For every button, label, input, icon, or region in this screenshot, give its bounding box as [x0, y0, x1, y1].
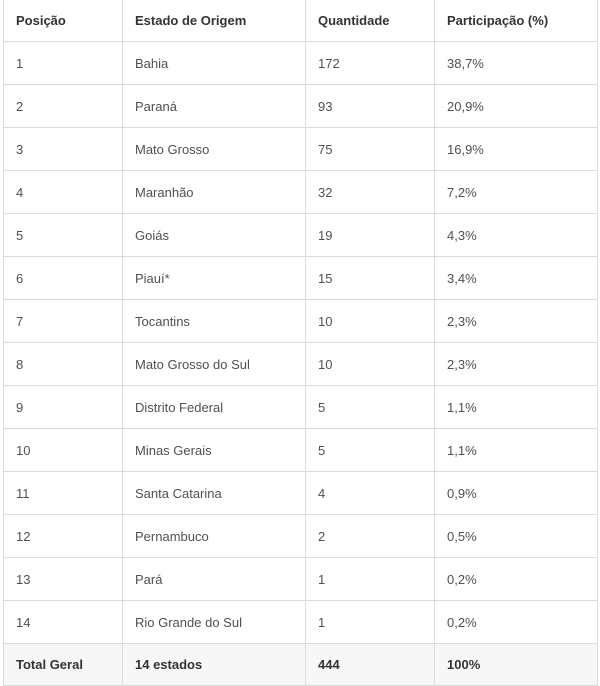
cell-share: 1,1%: [435, 386, 598, 429]
cell-state: Piauí*: [123, 257, 306, 300]
table-row: [4, 257, 598, 300]
total-share: 100%: [435, 644, 598, 686]
cell-state: Goiás: [123, 214, 306, 257]
cell-quantity: 32: [306, 171, 435, 214]
cell-state: Pernambuco: [123, 515, 306, 558]
cell-position: 6: [4, 257, 123, 300]
table-row: [4, 429, 598, 472]
cell-share: 0,9%: [435, 472, 598, 515]
cell-share: 2,3%: [435, 300, 598, 343]
cell-share: 20,9%: [435, 85, 598, 128]
cell-state: Maranhão: [123, 171, 306, 214]
cell-share: 7,2%: [435, 171, 598, 214]
table-row: [4, 386, 598, 429]
cell-quantity: 4: [306, 472, 435, 515]
cell-position: 7: [4, 300, 123, 343]
cell-state: Tocantins: [123, 300, 306, 343]
table-total-row: [4, 644, 598, 686]
cell-state: Rio Grande do Sul: [123, 601, 306, 644]
cell-share: 16,9%: [435, 128, 598, 171]
cell-quantity: 1: [306, 558, 435, 601]
cell-state: Pará: [123, 558, 306, 601]
cell-share: 1,1%: [435, 429, 598, 472]
cell-quantity: 19: [306, 214, 435, 257]
header-quantity: Quantidade: [306, 0, 435, 42]
cell-position: 10: [4, 429, 123, 472]
cell-share: 4,3%: [435, 214, 598, 257]
total-states: 14 estados: [123, 644, 306, 686]
cell-state: Bahia: [123, 42, 306, 85]
table-row: [4, 558, 598, 601]
cell-quantity: 10: [306, 343, 435, 386]
cell-state: Santa Catarina: [123, 472, 306, 515]
cell-position: 12: [4, 515, 123, 558]
cell-position: 11: [4, 472, 123, 515]
table-row: [4, 472, 598, 515]
header-share: Participação (%): [435, 0, 598, 42]
table-header-row: [4, 0, 598, 42]
cell-quantity: 10: [306, 300, 435, 343]
cell-state: Distrito Federal: [123, 386, 306, 429]
table-row: [4, 85, 598, 128]
cell-position: 8: [4, 343, 123, 386]
cell-position: 2: [4, 85, 123, 128]
table-row: [4, 171, 598, 214]
table-row: [4, 42, 598, 85]
cell-share: 2,3%: [435, 343, 598, 386]
cell-share: 0,5%: [435, 515, 598, 558]
cell-quantity: 5: [306, 429, 435, 472]
cell-quantity: 5: [306, 386, 435, 429]
cell-position: 14: [4, 601, 123, 644]
cell-share: 3,4%: [435, 257, 598, 300]
cell-quantity: 172: [306, 42, 435, 85]
total-quantity: 444: [306, 644, 435, 686]
cell-state: Paraná: [123, 85, 306, 128]
cell-quantity: 1: [306, 601, 435, 644]
data-table-container: [3, 0, 597, 686]
header-state: Estado de Origem: [123, 0, 306, 42]
header-position: Posição: [4, 0, 123, 42]
cell-share: 0,2%: [435, 558, 598, 601]
total-label: Total Geral: [4, 644, 123, 686]
cell-position: 13: [4, 558, 123, 601]
cell-position: 4: [4, 171, 123, 214]
cell-quantity: 93: [306, 85, 435, 128]
cell-share: 0,2%: [435, 601, 598, 644]
cell-position: 5: [4, 214, 123, 257]
table-row: [4, 343, 598, 386]
table-row: [4, 515, 598, 558]
table-row: [4, 300, 598, 343]
cell-share: 38,7%: [435, 42, 598, 85]
cell-position: 1: [4, 42, 123, 85]
cell-state: Mato Grosso do Sul: [123, 343, 306, 386]
cell-position: 3: [4, 128, 123, 171]
cell-quantity: 15: [306, 257, 435, 300]
cell-quantity: 2: [306, 515, 435, 558]
cell-state: Minas Gerais: [123, 429, 306, 472]
table-row: [4, 128, 598, 171]
cell-quantity: 75: [306, 128, 435, 171]
states-table: [3, 0, 598, 686]
table-row: [4, 601, 598, 644]
cell-state: Mato Grosso: [123, 128, 306, 171]
table-row: [4, 214, 598, 257]
cell-position: 9: [4, 386, 123, 429]
